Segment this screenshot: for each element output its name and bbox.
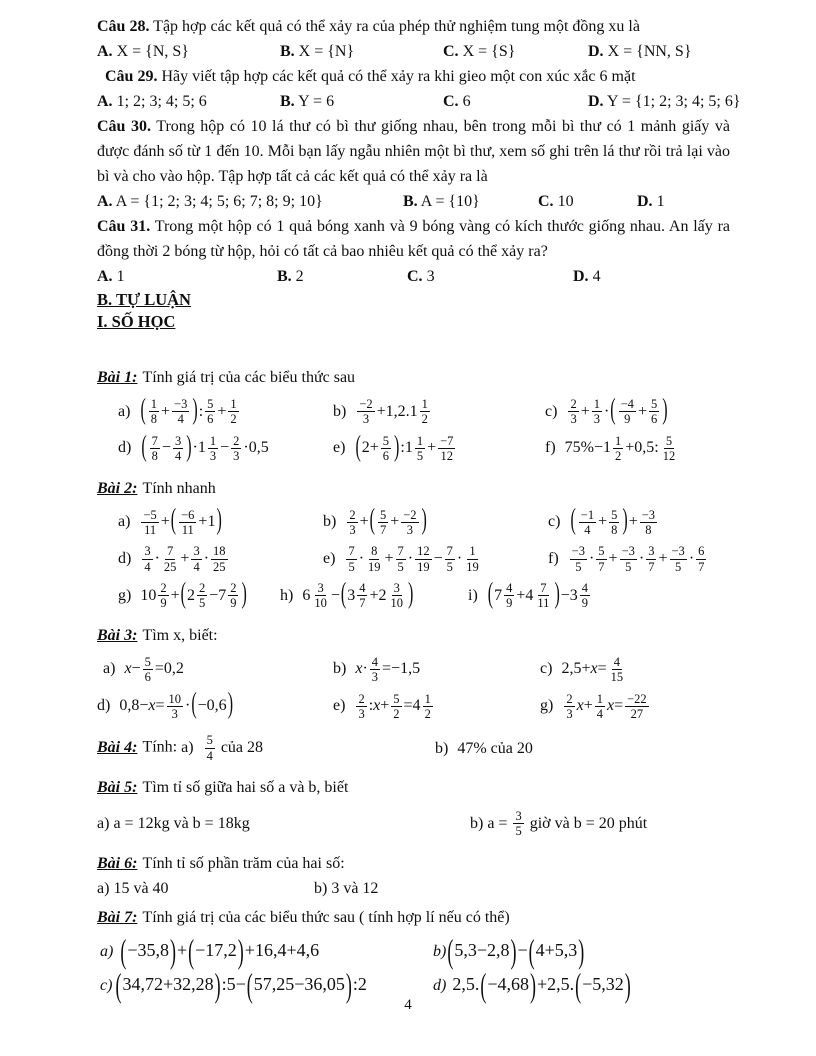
exercise-title: Tìm tỉ số giữa hai số a và b, biết xyxy=(142,779,349,796)
option-c xyxy=(538,189,637,214)
exercise-heading xyxy=(97,365,730,390)
item-label: c) xyxy=(548,513,561,531)
exercise-title: Tính giá trị của các biểu thức sau ( tính hợp lí nếu có thể) xyxy=(142,908,510,926)
option-d xyxy=(637,189,730,214)
option-label: D. xyxy=(637,193,653,210)
option-text: A = {10} xyxy=(420,193,480,210)
option-text: 2 xyxy=(295,268,304,285)
exercise-label: Bài 6: xyxy=(97,854,138,872)
exercise-label: Bài 1: xyxy=(97,369,138,386)
item-label: f) xyxy=(545,439,556,457)
question-number: Câu 29. xyxy=(105,68,158,85)
exercise-label: Bài 5: xyxy=(97,779,138,796)
item-label: a) xyxy=(100,942,114,960)
exercise-label: Bài 3: xyxy=(97,626,138,644)
item-label: d) xyxy=(118,439,132,457)
item-label: b) xyxy=(333,402,347,420)
part-b-heading: B. TỰ LUẬN xyxy=(97,290,191,309)
option-label: C. xyxy=(443,93,459,110)
exercise-bai-5 xyxy=(97,775,730,839)
item-label: a) xyxy=(181,738,194,756)
exercise-title: Tính giá trị của các biểu thức sau xyxy=(142,369,356,386)
math-expression: ( $\frac{-1}{4}$ + $\frac{5}{8}$ )+ $\frac{-3}{8}$ xyxy=(570,505,656,537)
option-label: D. xyxy=(588,43,604,60)
exercise-bai-1 xyxy=(97,365,730,464)
option-label: B. xyxy=(403,193,418,210)
item-d xyxy=(433,966,730,1004)
exercise-row xyxy=(97,733,730,763)
item-e xyxy=(323,544,548,574)
option-text: 10 xyxy=(557,193,574,210)
math-expression: (5,3−2,8)−(4+5,3) xyxy=(447,932,585,970)
item-label: b) xyxy=(470,814,484,832)
page-number: 4 xyxy=(404,997,412,1013)
item-label: c) xyxy=(540,660,553,678)
exercise-row xyxy=(97,394,730,427)
item-c xyxy=(540,655,730,685)
question-text: Trong một hộp có 1 quả bóng xanh và 9 bóng vàng có kích thước giống nhau. An lấy ra đồng thời 2 bóng từ hộp, hỏi có tất cả bao nhiêu kết quả có thể xảy ra? xyxy=(97,218,730,260)
item-b xyxy=(433,932,730,970)
exercise-title: Tính nhanh xyxy=(142,479,216,497)
item-d xyxy=(118,544,323,574)
item-g xyxy=(540,692,730,722)
option-a xyxy=(97,189,403,214)
exercise-bai-2 xyxy=(97,476,730,611)
exercise-bai-3 xyxy=(97,623,730,722)
math-expression: a = 12kg và b = 18kg xyxy=(113,815,250,833)
math-expression: $\frac{-3}{5}$ · $\frac{5}{7}$ + $\frac{-3}{5}$ · $\frac{3}{7}$ + $\frac{-3}{5}$ · $\frac{6}{7}$ xyxy=(571,544,705,574)
options-cau-30 xyxy=(97,189,730,214)
option-label: A. xyxy=(97,93,113,110)
math-expression: 75%−1 $\frac{1}{2}$ +0,5: $\frac{5}{12}$ xyxy=(564,433,676,464)
option-b xyxy=(280,39,443,64)
option-b xyxy=(280,89,443,114)
item-label: f) xyxy=(548,549,559,567)
math-expression: a = $\frac{3}{5}$ giờ và b = 20 phút xyxy=(487,809,648,839)
item-b xyxy=(435,736,730,761)
math-expression: 0,8−x= $\frac{10}{3}$ ·(−0,6) xyxy=(119,689,234,721)
item-label: i) xyxy=(468,586,478,604)
math-expression: 2,5+x= $\frac{4}{15}$ xyxy=(561,654,624,685)
option-a xyxy=(97,89,280,114)
math-expression: (2+ $\frac{5}{6}$ ):1 $\frac{1}{5}$ + $\frac{-7}{12}$ xyxy=(355,431,454,464)
exercise-row xyxy=(97,431,730,464)
option-a xyxy=(97,264,277,289)
exercise-heading xyxy=(97,905,730,930)
question-number: Câu 31. xyxy=(97,218,151,235)
item-label: b) xyxy=(323,513,337,531)
math-expression: 10 $\frac{2}{9}$ +(2 $\frac{2}{5}$ −7 $\frac{2}{9}$ ) xyxy=(140,578,247,611)
math-expression: (−35,8)+(−17,2)+16,4+4,6 xyxy=(120,932,320,970)
option-text: 3 xyxy=(426,268,435,285)
exercise-title: Tính tỉ số phần trăm của hai số: xyxy=(142,854,345,872)
item-label: b) xyxy=(333,660,347,678)
item-b xyxy=(323,505,548,538)
exercise-row xyxy=(97,655,730,685)
math-expression: x· $\frac{4}{3}$ =−1,5 xyxy=(355,654,421,685)
item-g xyxy=(118,578,280,611)
math-expression: 3 và 12 xyxy=(331,879,379,897)
question-text: Hãy viết tập hợp các kết quả có thể xảy ra khi gieo một con xúc xắc 6 mặt xyxy=(161,68,636,85)
option-text: A = {1; 2; 3; 4; 5; 6; 7; 8; 9; 10} xyxy=(115,193,323,210)
option-c xyxy=(407,264,573,289)
option-d xyxy=(573,264,730,289)
options-cau-29 xyxy=(97,89,741,114)
item-a xyxy=(118,394,333,427)
item-b xyxy=(333,655,540,685)
option-text: 1; 2; 3; 4; 5; 6 xyxy=(116,93,207,110)
item-a xyxy=(97,733,435,763)
option-text: X = {NN, S} xyxy=(607,43,692,60)
option-label: B. xyxy=(280,93,295,110)
item-label: a) xyxy=(97,815,110,833)
item-label: e) xyxy=(323,549,336,567)
option-label: C. xyxy=(407,268,423,285)
exercise-title: Tính: xyxy=(142,738,178,756)
item-b xyxy=(333,397,545,427)
option-d xyxy=(588,89,741,114)
item-label: c) xyxy=(100,976,113,994)
item-label: g) xyxy=(540,697,554,715)
exercise-heading xyxy=(97,775,730,800)
math-expression: $\frac{-2}{3}$ +1,2.1 $\frac{1}{2}$ xyxy=(359,397,428,427)
option-d xyxy=(588,39,730,64)
exercise-row xyxy=(97,876,730,901)
option-a xyxy=(97,39,280,64)
exercise-heading xyxy=(97,623,730,648)
exercise-row xyxy=(97,544,730,574)
question-cau-31 xyxy=(97,214,730,264)
item-label: b) xyxy=(314,879,328,897)
option-label: B. xyxy=(277,268,292,285)
option-label: B. xyxy=(280,43,295,60)
option-text: 1 xyxy=(116,268,125,285)
option-text: Y = {1; 2; 3; 4; 5; 6} xyxy=(606,93,741,110)
question-cau-28 xyxy=(97,14,730,39)
math-expression: $\frac{2}{3}$ + $\frac{1}{3}$ ·( $\frac{-4}{9}$ + $\frac{5}{6}$ ) xyxy=(570,394,668,427)
options-cau-28 xyxy=(97,39,730,64)
math-expression: $\frac{7}{5}$ · $\frac{8}{19}$ + $\frac{7}{5}$ · $\frac{12}{19}$ − $\frac{7}{5}$ · $\frac{1}{19}$ xyxy=(348,544,479,574)
exercise-row xyxy=(97,578,730,611)
item-b xyxy=(470,809,730,839)
exercise-bai-6 xyxy=(97,851,730,901)
item-label: a) xyxy=(118,402,131,420)
item-label: e) xyxy=(333,439,346,457)
exercise-row xyxy=(97,932,730,970)
math-expression: 6 $\frac{3}{10}$ −(3 $\frac{4}{7}$ +2 $\frac{3}{10}$ ) xyxy=(302,578,414,611)
item-label: d) xyxy=(118,549,132,567)
option-b xyxy=(403,189,538,214)
exercise-row xyxy=(97,689,730,722)
math-expression: ( $\frac{7}{8}$ − $\frac{3}{4}$ )·1 $\frac{1}{3}$ − $\frac{2}{3}$ ·0,5 xyxy=(141,431,269,464)
math-expression: x− $\frac{5}{6}$ =0,2 xyxy=(124,654,184,685)
item-d xyxy=(118,431,333,464)
item-label: a) xyxy=(97,879,110,897)
math-expression: 15 và 40 xyxy=(113,879,169,897)
item-c xyxy=(100,966,433,1004)
item-a xyxy=(103,655,333,685)
item-a xyxy=(97,811,470,836)
item-a xyxy=(100,932,433,970)
exercise-bai-4 xyxy=(97,733,730,763)
item-label: h) xyxy=(280,586,294,604)
item-label: c) xyxy=(545,402,558,420)
item-b xyxy=(314,876,730,901)
item-i xyxy=(468,578,730,611)
question-text: Tập hợp các kết quả có thể xảy ra của phép thử nghiệm tung một đồng xu là xyxy=(153,18,640,35)
item-a xyxy=(118,505,323,538)
exercise-label: Bài 2: xyxy=(97,479,138,497)
item-c xyxy=(548,505,730,538)
option-label: A. xyxy=(97,193,113,210)
item-label: d) xyxy=(433,976,447,994)
item-label: e) xyxy=(333,697,346,715)
question-number: Câu 30. xyxy=(97,118,151,135)
option-c xyxy=(443,89,588,114)
math-expression: $\frac{-5}{11}$ +( $\frac{-6}{11}$ +1) xyxy=(143,505,222,537)
option-c xyxy=(443,39,588,64)
item-f xyxy=(545,434,730,464)
option-text: 6 xyxy=(462,93,471,110)
math-expression: (7 $\frac{4}{9}$ +4 $\frac{7}{11}$ )−3 $\frac{4}{9}$ xyxy=(487,578,589,611)
math-expression: $\frac{2}{3}$ +( $\frac{5}{7}$ + $\frac{-2}{3}$ ) xyxy=(349,505,427,537)
item-a xyxy=(97,876,314,901)
exercise-row xyxy=(97,809,730,839)
question-cau-30 xyxy=(97,114,730,189)
math-expression: 47% của 20 xyxy=(457,739,533,757)
option-label: D. xyxy=(573,268,589,285)
question-cau-29 xyxy=(97,64,730,89)
exercise-title: Tìm x, biết: xyxy=(142,626,218,644)
exercise-row xyxy=(97,505,730,538)
option-label: A. xyxy=(97,43,113,60)
item-label: g) xyxy=(118,586,132,604)
exercise-label: Bài 7: xyxy=(97,908,138,926)
item-label: a) xyxy=(118,513,131,531)
option-label: C. xyxy=(443,43,459,60)
item-label: a) xyxy=(103,660,116,678)
item-e xyxy=(333,692,540,722)
option-label: D. xyxy=(588,93,604,110)
option-text: X = {S} xyxy=(462,43,516,60)
question-text: Trong hộp có 10 lá thư có bì thư giống nhau, bên trong mỗi bì thư có 1 mảnh giấy và được đánh số từ 1 đến 10. Mỗi bạn lấy ngẫu nhiên một bì thư, xem số ghi trên lá thư rồi trả lại vào bì và cho vào hộp. Tập hợp tất cả các kết quả có thể xảy ra là xyxy=(97,118,730,185)
option-text: Y = 6 xyxy=(298,93,335,110)
item-h xyxy=(280,578,468,611)
item-label: b) xyxy=(433,942,447,960)
item-label: b) xyxy=(435,739,449,757)
option-label: C. xyxy=(538,193,554,210)
math-expression: $\frac{5}{4}$ của 28 xyxy=(206,733,264,763)
exercise-heading xyxy=(97,476,730,501)
item-c xyxy=(545,394,730,427)
options-cau-31 xyxy=(97,264,730,289)
option-b xyxy=(277,264,407,289)
exercise-label: Bài 4: xyxy=(97,738,138,756)
option-text: X = {N} xyxy=(298,43,355,60)
exercise-heading xyxy=(97,851,730,876)
item-d xyxy=(97,689,333,722)
exercise-bai-7 xyxy=(97,905,730,1004)
item-f xyxy=(548,544,730,574)
exercise-row xyxy=(97,966,730,1004)
math-expression: 2,5.(−4,68)+2,5.(−5,32) xyxy=(452,966,631,1004)
math-expression: $\frac{2}{3}$ x+ $\frac{1}{4}$ x= $\frac{-22}{27}$ xyxy=(566,691,647,721)
option-label: A. xyxy=(97,268,113,285)
question-number: Câu 28. xyxy=(97,18,150,35)
option-text: 4 xyxy=(592,268,601,285)
option-text: 1 xyxy=(656,193,665,210)
item-label: d) xyxy=(97,697,111,715)
math-expression: (34,72+32,28):5−(57,25−36,05):2 xyxy=(115,966,367,1004)
math-expression: $\frac{2}{3}$ :x+ $\frac{5}{2}$ =4 $\frac{1}{2}$ xyxy=(358,691,431,721)
item-e xyxy=(333,431,545,464)
math-expression: $\frac{3}{4}$ · $\frac{7}{25}$ + $\frac{3}{4}$ · $\frac{18}{25}$ xyxy=(144,544,226,574)
option-text: X = {N, S} xyxy=(116,43,189,60)
math-expression: ( $\frac{1}{8}$ + $\frac{-3}{4}$ ): $\frac{5}{6}$ + $\frac{1}{2}$ xyxy=(140,394,237,427)
section-1-heading: I. SỐ HỌC xyxy=(97,312,176,331)
